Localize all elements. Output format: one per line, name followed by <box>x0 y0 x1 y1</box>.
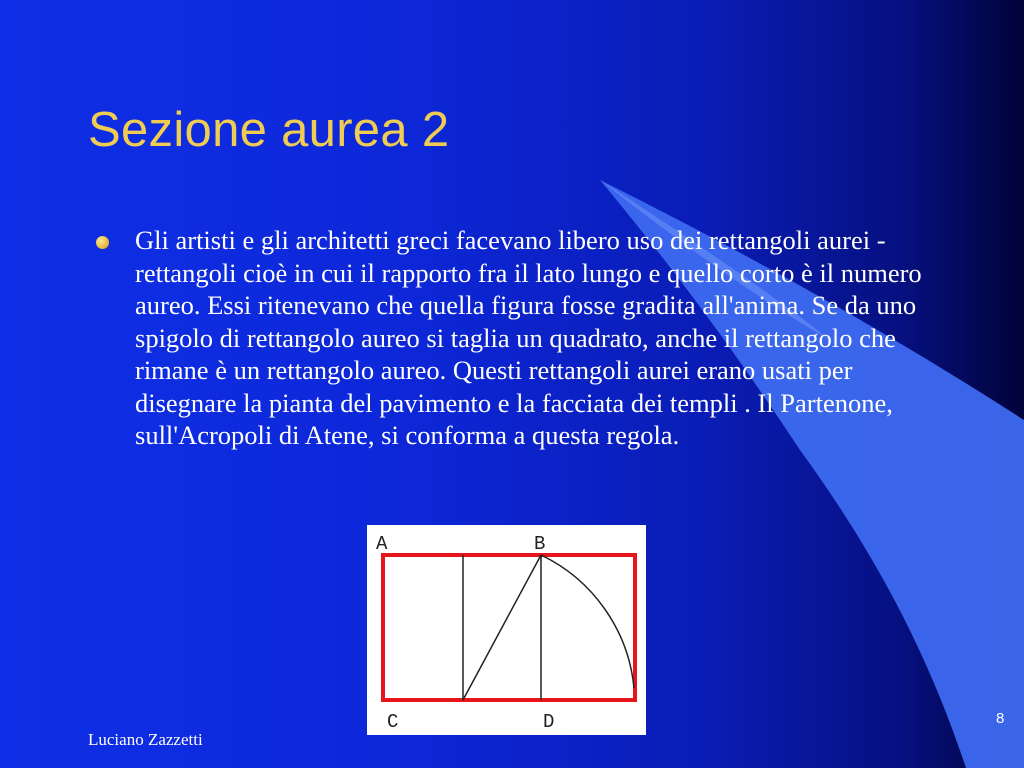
footer-author: Luciano Zazzetti <box>88 730 203 749</box>
label-d: D <box>543 711 555 733</box>
bullet-item <box>96 224 946 452</box>
bullet-text: Gli artisti e gli architetti greci facevano libero uso dei rettangoli aurei - rettangoli cioè in cui il rapporto fra il lato lungo e quello corto è il numero aureo. Essi ritenevano che quella figura fosse gradita all'anima. Se da uno spigolo di rettangolo aureo si taglia un quadrato, anche il rettangolo che rimane è un rettangolo aureo. Questi rettangoli aurei erano usati per disegnare la pianta del pavimento e la facciata dei templi . Il Partenone, sull'Acropoli di Atene, si conforma a questa regola. <box>135 225 922 450</box>
diagonal-line <box>463 555 541 700</box>
golden-rectangle <box>383 555 635 700</box>
golden-rectangle-figure <box>367 525 646 735</box>
bullet-icon <box>96 236 109 249</box>
label-a: A <box>376 533 388 555</box>
golden-arc <box>541 555 634 688</box>
label-c: C <box>387 711 399 733</box>
label-b: B <box>534 533 546 555</box>
slide-title: Sezione aurea 2 <box>88 103 450 157</box>
bullet-list <box>96 224 946 452</box>
page-number: 8 <box>996 710 1005 727</box>
